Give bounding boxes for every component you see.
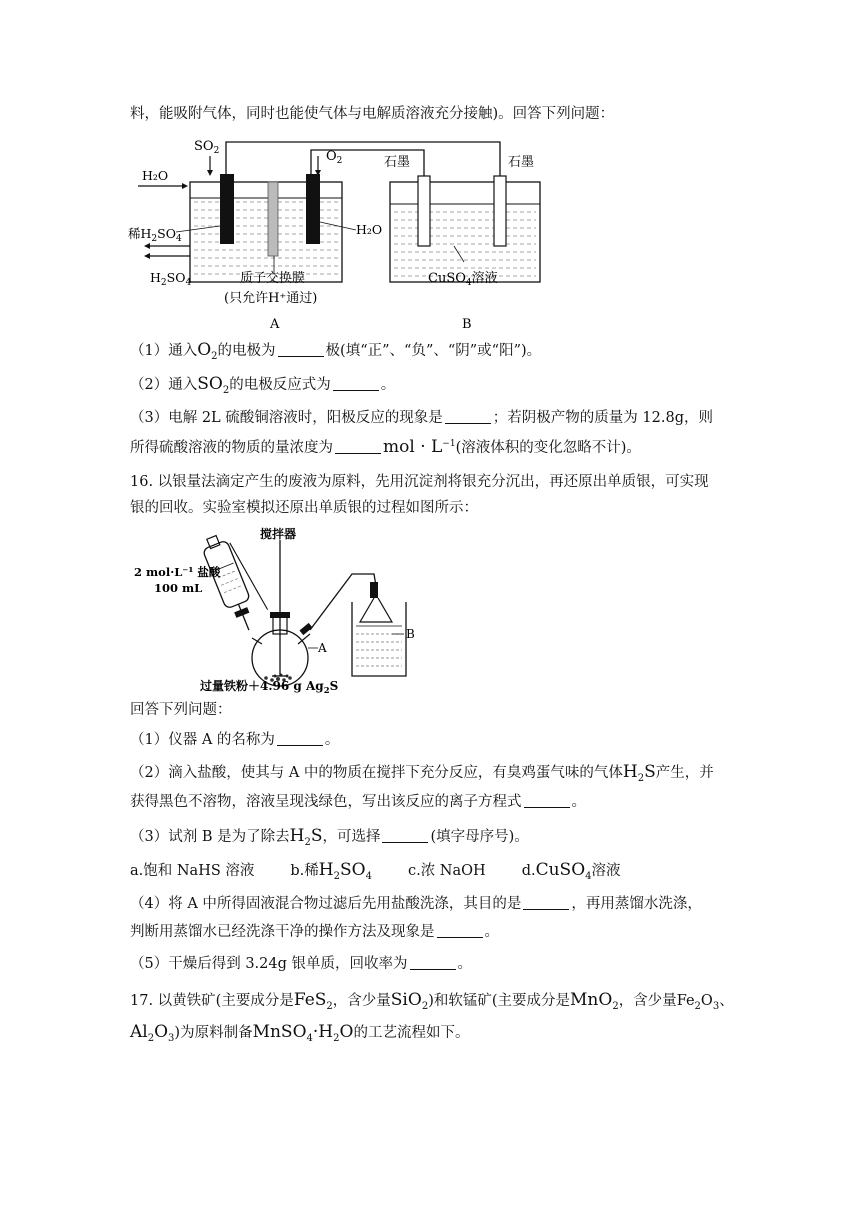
h2o-right-label: H₂O (356, 222, 383, 237)
acid-label: 2 mol·L⁻¹ 盐酸 (134, 565, 221, 579)
q16-part4-line1: （4）将 A 中所得固液混合物过滤后先用盐酸洗涤，其目的是 ，再用蒸馏水洗涤， (130, 896, 702, 912)
q16-options (130, 860, 657, 887)
cell-b (390, 182, 540, 282)
option-d[interactable]: d.CuSO$_4$溶液 (521, 860, 621, 882)
stirrer-label: 搅拌器 (260, 527, 297, 541)
so2-label: $SO_2$ (194, 139, 220, 156)
q16-part1: （1）仪器 A 的名称为 。 (130, 732, 340, 748)
electrode-right (306, 174, 320, 244)
answer-blank[interactable] (437, 923, 483, 938)
answer-blank[interactable] (335, 439, 381, 454)
acid-volume-label: 100 mL (154, 581, 203, 595)
proton-membrane (268, 182, 278, 256)
answer-blank[interactable] (523, 895, 569, 910)
answer-blank[interactable] (410, 955, 456, 970)
answer-blank[interactable] (278, 342, 324, 357)
graphite-right (494, 176, 506, 246)
flask-label: A (318, 641, 327, 655)
label-b: B (462, 317, 472, 332)
option-c[interactable]: c.浓 NaOH (407, 863, 486, 879)
reagents-label: 过量铁粉＋4.96 g $Ag_2S$ (200, 679, 339, 694)
q17-stem-line1: 17. 以黄铁矿(主要成分是FeS$_2$，含少量SiO$_2$)和软锰矿(主要成分是MnO$_2$，含少量$Fe_2O_3$、 (130, 990, 734, 1012)
apparatus-figure (130, 526, 430, 694)
graphite-left (418, 176, 430, 246)
option-b[interactable]: b.稀$H_2SO_4$ (290, 860, 372, 882)
electrode-left (220, 174, 234, 244)
membrane-label: 质子交换膜 (240, 271, 306, 286)
inverted-funnel (360, 598, 392, 622)
answer-blank[interactable] (445, 409, 491, 424)
option-a[interactable]: a.饱和 NaHS 溶液 (130, 863, 255, 879)
beaker-label: B (406, 627, 415, 641)
dilute-acid-label: 稀$H_2SO_4$ (128, 226, 182, 244)
graphite-right-label: 石墨 (508, 155, 535, 170)
answer-blank[interactable] (333, 376, 379, 391)
q16-ask: 回答下列问题： (130, 702, 232, 718)
label-a: A (270, 317, 280, 332)
q16-stem-line2: 银的回收。实验室模拟还原出单质银的过程如图所示： (130, 500, 478, 516)
q17-stem-line2: $Al_2O_3$)为原料制备$MnSO_4\cdot H_2O$的工艺流程如下。 (130, 1022, 470, 1044)
q15-part2: （2）通入$SO_2$的电极反应式为 。 (130, 374, 396, 396)
h2so4-out-label: $H_2SO_4$ (150, 270, 192, 288)
beaker (352, 602, 406, 676)
q15-part3-line2: 所得硫酸溶液的物质的量浓度为 mol · $L^{-1}$(溶液体积的变化忽略不计)。 (130, 436, 641, 457)
q16-part4-line2: 判断用蒸馏水已经洗涤干净的操作方法及现象是 。 (130, 924, 499, 940)
electrochem-figure (128, 134, 548, 334)
q15-part1: （1）通入$O_2$的电极为 极(填“正”、“负”、“阴”或“阳”)。 (130, 340, 542, 362)
intro-line: 料，能吸附气体，同时也能使气体与电解质溶液充分接触)。回答下列问题： (130, 106, 615, 122)
q16-part5: （5）干燥后得到 3.24g 银单质，回收率为 。 (130, 956, 473, 972)
o2-label: $O_2$ (326, 149, 343, 166)
cuso4-label: CuSO$_4$溶液 (428, 271, 498, 288)
answer-blank[interactable] (382, 828, 428, 843)
q15-part3-line1: （3）电解 2L 硫酸铜溶液时，阳极反应的现象是 ；若阴极产物的质量为 12.8g，则 (130, 410, 713, 426)
q16-part2-line1: （2）滴入盐酸，使其与 A 中的物质在搅拌下充分反应，有臭鸡蛋气味的气体$H_2S$产生，并 (130, 762, 714, 784)
answer-blank[interactable] (277, 731, 323, 746)
graphite-left-label: 石墨 (384, 155, 411, 170)
q16-stem-line1: 16. 以银量法滴定产生的废液为原料，先用沉淀剂将银充分沉出，再还原出单质银，可实现 (130, 474, 709, 490)
membrane-note: (只允许H⁺通过) (224, 291, 318, 306)
wire (226, 142, 500, 182)
q16-part2-line2: 获得黑色不溶物，溶液呈现浅绿色，写出该反应的离子方程式 。 (130, 794, 586, 810)
q16-part3: （3）试剂 B 是为了除去$H_2S$，可选择 (填字母序号)。 (130, 826, 529, 848)
answer-blank[interactable] (524, 793, 570, 808)
h2o-in-label: H₂O (142, 168, 169, 183)
